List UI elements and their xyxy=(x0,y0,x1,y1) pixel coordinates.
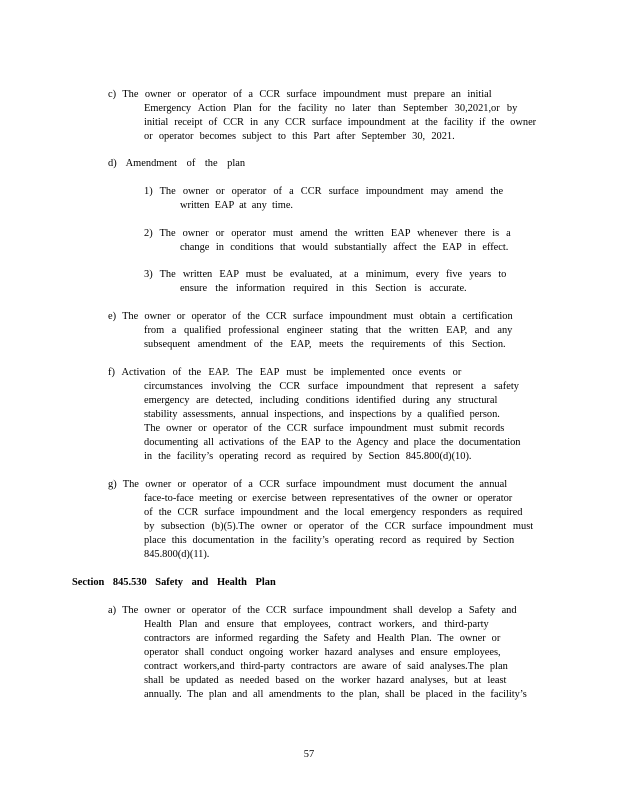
paragraph-c-line-3: initial receipt of CCR in any CCR surface impoundment at the facility if the owner xyxy=(144,117,537,128)
paragraph-f-line-4: stability assessments, annual inspections, and inspections by a qualified person. xyxy=(144,409,500,420)
paragraph-d3-line-2: ensure the information required in this Section is accurate. xyxy=(180,283,467,294)
paragraph-f-line-1: f) Activation of the EAP. The EAP must be implemented once events or xyxy=(108,367,462,378)
paragraph-c-line-1: c) The owner or operator of a CCR surface impoundment must prepare an initial xyxy=(108,89,492,100)
paragraph-a-line-7: annually. The plan and all amendments to the plan, shall be placed in the facility’s xyxy=(144,689,527,700)
paragraph-g-line-2: face-to-face meeting or exercise between representatives of the owner or operator xyxy=(144,493,513,504)
paragraph-a-line-2: Health Plan and ensure that employees, contract workers, and third-party xyxy=(144,619,489,630)
paragraph-g-line-5: place this documentation in the facility’s operating record as required by Section xyxy=(144,535,515,546)
paragraph-c-line-2: Emergency Action Plan for the facility no later than September 30,2021,or by xyxy=(144,103,518,114)
paragraph-d-heading: d) Amendment of the plan xyxy=(108,158,246,169)
paragraph-a-line-5: contract workers,and third-party contractors are aware of said analyses.The plan xyxy=(144,661,508,672)
paragraph-e-line-2: from a qualified professional engineer stating that the written EAP, and any xyxy=(144,325,513,336)
paragraph-f-line-2: circumstances involving the CCR surface impoundment that represent a safety xyxy=(144,381,519,392)
paragraph-g-line-6: 845.800(d)(11). xyxy=(144,549,210,560)
paragraph-g-line-1: g) The owner or operator of a CCR surface impoundment must document the annual xyxy=(108,479,508,490)
paragraph-a-line-1: a) The owner or operator of the CCR surface impoundment shall develop a Safety and xyxy=(108,605,517,616)
paragraph-c-line-4: or operator becomes subject to this Part after September 30, 2021. xyxy=(144,131,455,142)
paragraph-f-line-7: in the facility’s operating record as required by Section 845.800(d)(10). xyxy=(144,451,472,462)
paragraph-d1-line-1: 1) The owner or operator of a CCR surface impoundment may amend the xyxy=(144,186,504,197)
paragraph-f-line-3: emergency are detected, including conditions identified during any structural xyxy=(144,395,498,406)
paragraph-g-line-3: of the CCR surface impoundment and the local emergency responders as required xyxy=(144,507,523,518)
section-heading: Section 845.530 Safety and Health Plan xyxy=(72,577,276,588)
paragraph-a-line-6: shall be updated as needed based on the worker hazard analyses, but at least xyxy=(144,675,507,686)
paragraph-d2-line-1: 2) The owner or operator must amend the written EAP whenever there is a xyxy=(144,228,511,239)
paragraph-d1-line-2: written EAP at any time. xyxy=(180,200,294,211)
paragraph-d3-line-1: 3) The written EAP must be evaluated, at a minimum, every five years to xyxy=(144,269,507,280)
paragraph-e-line-1: e) The owner or operator of the CCR surface impoundment must obtain a certification xyxy=(108,311,513,322)
paragraph-f-line-6: documenting all activations of the EAP to the Agency and place the documentation xyxy=(144,437,521,448)
paragraph-g-line-4: by subsection (b)(5).The owner or operator of the CCR surface impoundment must xyxy=(144,521,534,532)
paragraph-a-line-3: contractors are informed regarding the Safety and Health Plan. The owner or xyxy=(144,633,501,644)
paragraph-e-line-3: subsequent amendment of the EAP, meets the requirements of this Section. xyxy=(144,339,506,350)
paragraph-f-line-5: The owner or operator of the CCR surface impoundment must submit records xyxy=(144,423,505,434)
page-number: 57 xyxy=(303,749,315,760)
paragraph-a-line-4: operator shall conduct ongoing worker hazard analyses and ensure employees, xyxy=(144,647,501,658)
paragraph-d2-line-2: change in conditions that would substantially affect the EAP in effect. xyxy=(180,242,509,253)
